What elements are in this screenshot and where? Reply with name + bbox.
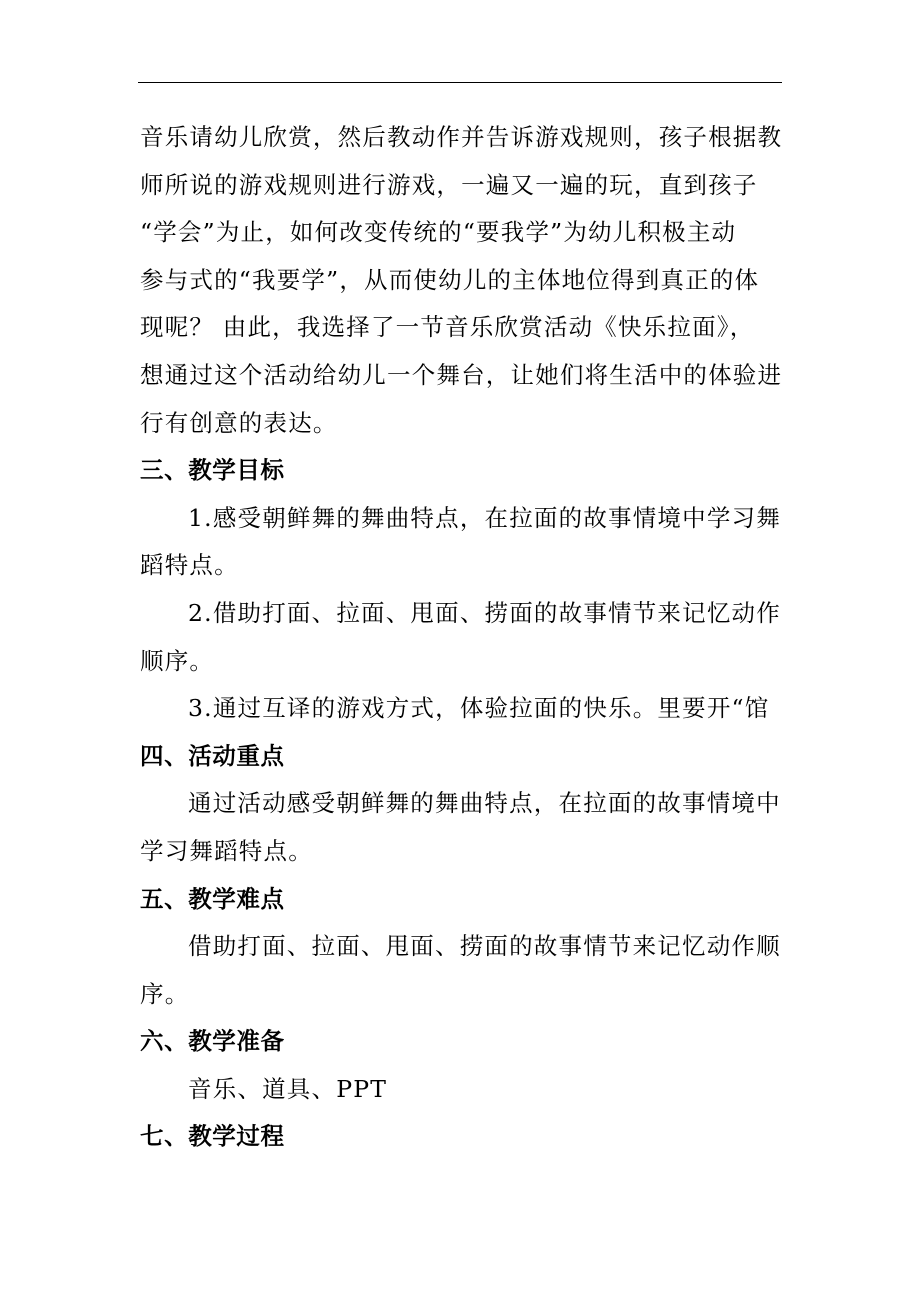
section-heading-preparation: 六、教学准备 (140, 1027, 285, 1056)
section-heading-difficulties: 五、教学难点 (140, 884, 285, 913)
intro-line: 音乐请幼儿欣赏，然后教动作并告诉游戏规则，孩子根据教 (140, 123, 783, 151)
document-body (140, 114, 785, 1161)
goal-3-line: 3.通过互译的游戏方式，体验拉面的快乐。里要开“馆 (188, 694, 770, 723)
header-rule (138, 82, 782, 83)
section-heading-process: 七、教学过程 (140, 1122, 285, 1151)
difficulties-line: 借助打面、拉面、甩面、捞面的故事情节来记忆动作顺 (188, 932, 781, 961)
intro-line: “学会”为止，如何改变传统的“要我学”为幼儿积极主动 (140, 218, 737, 247)
intro-line: 行有创意的表达。 (140, 408, 338, 437)
goal-2-line: 2.借助打面、拉面、甩面、捞面的故事情节来记忆动作 (188, 598, 781, 627)
goal-2-line: 顺序。 (140, 646, 215, 675)
intro-line: 参与式的“我要学”，从而使幼儿的主体地位得到真正的体 (140, 265, 760, 294)
intro-line: 师所说的游戏规则进行游戏，一遍又一遍的玩，直到孩子 (140, 170, 758, 199)
preparation-line: 音乐、道具、PPT (188, 1074, 388, 1103)
key-points-line: 学习舞蹈特点。 (140, 836, 313, 865)
intro-line: 现呢？ 由此，我选择了一节音乐欣赏活动《快乐拉面》， (140, 313, 755, 342)
difficulties-line: 序。 (140, 979, 190, 1008)
section-heading-teaching-goals: 三、教学目标 (140, 456, 285, 485)
goal-1-line: 蹈特点。 (140, 551, 239, 580)
goal-1-line: 1.感受朝鲜舞的舞曲特点，在拉面的故事情境中学习舞 (188, 503, 781, 532)
key-points-line: 通过活动感受朝鲜舞的舞曲特点，在拉面的故事情境中 (188, 789, 781, 818)
intro-line: 想通过这个活动给幼儿一个舞台，让她们将生活中的体验进 (140, 360, 783, 389)
section-heading-key-points: 四、活动重点 (140, 741, 285, 770)
